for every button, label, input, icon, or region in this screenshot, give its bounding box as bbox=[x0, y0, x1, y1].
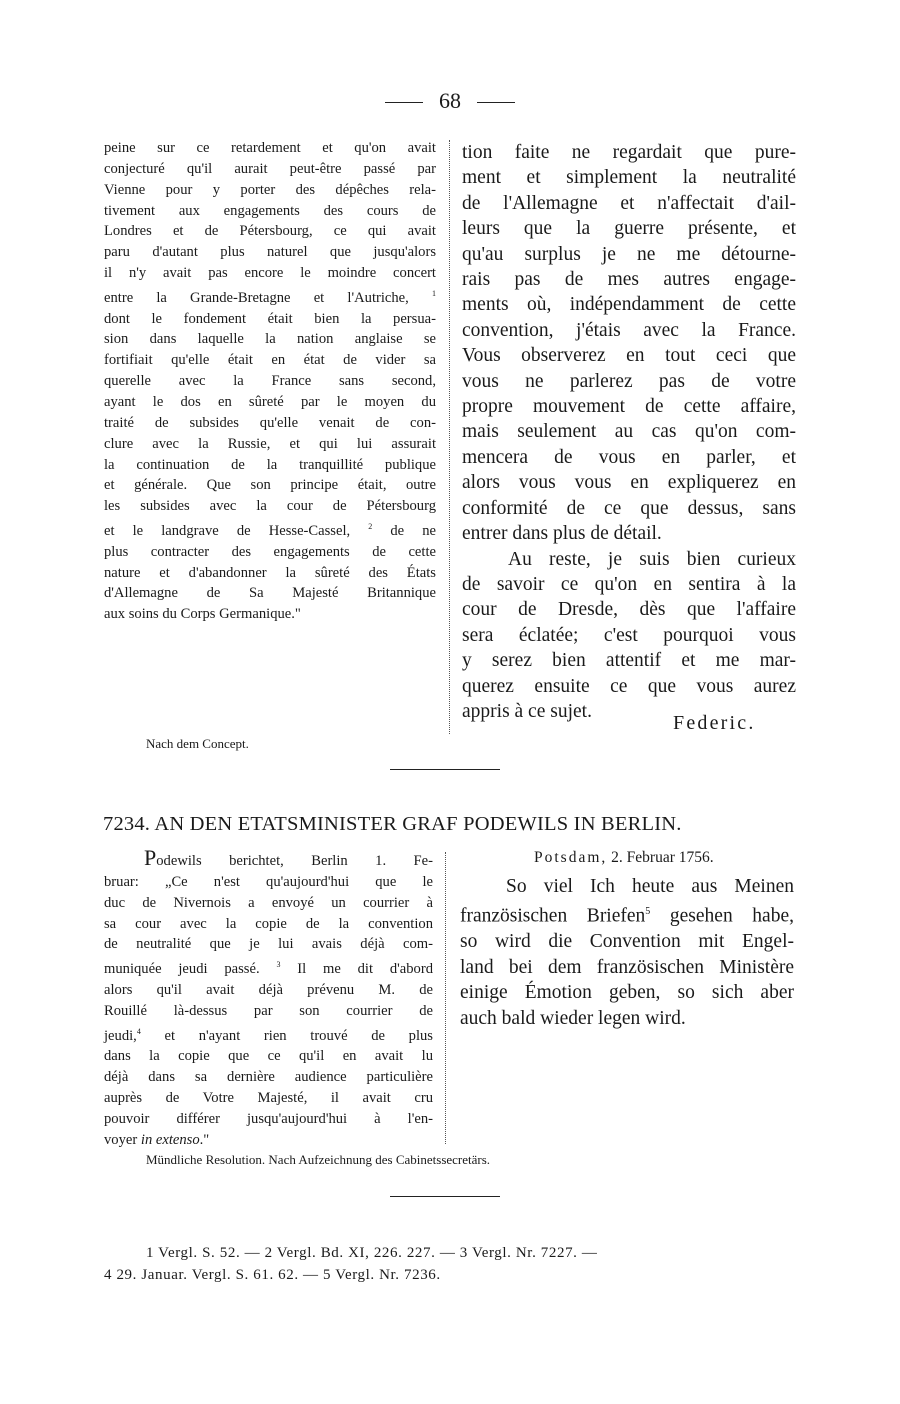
text-line: clure avec la Russie, et qui lui assurait bbox=[104, 435, 436, 452]
text-line: einige Émotion geben, so sich aber bbox=[460, 982, 794, 1004]
text-line: fortifiait qu'elle était en état de vider sa bbox=[104, 352, 436, 369]
italic-text: in extenso bbox=[140, 1131, 200, 1148]
source-note-concept: Nach dem Concept. bbox=[146, 736, 249, 751]
text-line: land bei dem französischen Ministère bbox=[460, 956, 794, 978]
dateline-place: Potsdam, bbox=[534, 849, 608, 866]
text-line: bruar: „Ce n'est qu'aujourd'hui que le bbox=[104, 873, 433, 890]
footnote-line-1: 1 Vergl. S. 52. — 2 Vergl. Bd. XI, 226. 227. — 3 Vergl. Nr. 7227. — bbox=[146, 1245, 598, 1261]
text-line: alors vous vous en expliquerez en bbox=[462, 472, 796, 494]
text-line: sion dans laquelle la nation anglaise se bbox=[104, 331, 436, 348]
text-line: les subsides avec la cour de Pétersbourg bbox=[104, 498, 436, 515]
page-number-dash-left bbox=[385, 102, 423, 103]
text-line: de l'Allemagne et n'affectait d'ail- bbox=[462, 192, 796, 214]
text-line: auch bald wieder legen wird. bbox=[460, 1007, 686, 1029]
text-line: conjecturé qu'il aurait peut-être passé par bbox=[104, 160, 436, 177]
text-line-body: voyer bbox=[104, 1131, 138, 1148]
top-left-column bbox=[104, 138, 436, 625]
text-line: pouvoir différer jusqu'aujourd'hui à l'en- bbox=[104, 1110, 433, 1127]
text-line bbox=[104, 845, 433, 872]
text-line: alors qu'il avait déjà prévenu M. de bbox=[104, 981, 433, 998]
text-line: mencera de vous en parler, et bbox=[462, 446, 796, 468]
page-number-dash-right bbox=[477, 102, 515, 103]
text-line: et générale. Que son principe était, outre bbox=[104, 477, 436, 494]
dateline-date: 2. Februar 1756. bbox=[611, 849, 714, 866]
text-line-tail: Il me dit d'abord bbox=[297, 961, 433, 978]
text-line bbox=[104, 1022, 433, 1047]
text-line-body: muniquée jeudi passé. bbox=[104, 961, 260, 978]
text-line: conformité de ce que dessus, sans bbox=[462, 497, 796, 519]
text-line: entrer dans plus de détail. bbox=[462, 523, 662, 545]
text-line: la continuation de la tranquillité publique bbox=[104, 456, 436, 473]
text-line: de savoir ce qu'on en sentira à la bbox=[462, 573, 796, 595]
text-line: ments où, indépendamment de cette bbox=[462, 294, 796, 316]
page-number bbox=[0, 88, 900, 114]
text-line bbox=[104, 517, 436, 542]
text-line: sa cour avec la copie de la convention bbox=[104, 915, 433, 932]
section-heading: 7234. AN DEN ETATSMINISTER GRAF PODEWILS IN BERLIN. bbox=[103, 813, 682, 835]
footnote-mark: 1 bbox=[432, 288, 436, 298]
text-line-body: französischen Briefen bbox=[460, 905, 646, 927]
column-divider-top bbox=[449, 140, 450, 734]
text-line-indented: So viel Ich heute aus Meinen bbox=[506, 876, 794, 897]
footnote-rule bbox=[390, 1196, 500, 1197]
text-line: mais seulement au cas qu'on com- bbox=[462, 421, 796, 443]
text-line: querelle avec la France sans second, bbox=[104, 373, 436, 390]
text-line: ment et simplement la neutralité bbox=[462, 167, 796, 189]
page-number-text: 68 bbox=[439, 88, 461, 113]
footnote-line-2: 4 29. Januar. Vergl. S. 61. 62. — 5 Vergl. Nr. 7236. bbox=[104, 1267, 441, 1283]
text-line: auprès de Votre Majesté, il avait cru bbox=[104, 1090, 433, 1106]
text-line: Vienne pour y porter des dépêches rela- bbox=[104, 181, 436, 198]
source-note-resolution: Mündliche Resolution. Nach Aufzeichnung des Cabinetssecretärs. bbox=[146, 1152, 491, 1167]
text-line: traité de subsides qu'elle venait de con- bbox=[104, 414, 436, 431]
dateline bbox=[534, 849, 714, 867]
text-line: rais pas de mes autres engage- bbox=[462, 269, 796, 291]
footnote-mark: 5 bbox=[645, 906, 651, 918]
text-line-tail: de ne bbox=[390, 522, 436, 539]
text-line bbox=[104, 955, 433, 980]
text-line: sera éclatée; c'est pourquoi vous bbox=[462, 624, 796, 646]
text-line: propre mouvement de cette affaire, bbox=[462, 396, 796, 418]
text-line: duc de Nivernois a envoyé un courrier à bbox=[104, 894, 433, 911]
text-line-tail: gesehen habe, bbox=[669, 905, 794, 927]
text-line: dans la copie que ce qu'il en avait lu bbox=[104, 1048, 433, 1065]
footnote-mark: 4 bbox=[136, 1026, 141, 1036]
text-line: vous ne parlerez pas de votre bbox=[462, 370, 796, 392]
text-line: Rouillé là-dessus par son courrier de bbox=[104, 1002, 433, 1019]
section-rule bbox=[390, 769, 500, 770]
text-line-body: jeudi, bbox=[104, 1027, 137, 1044]
text-line: tion faite ne regardait que pure- bbox=[462, 142, 796, 163]
text-line: cour de Dresde, dès que l'affaire bbox=[462, 599, 796, 621]
text-line: Vous observerez en tout ceci que bbox=[462, 345, 796, 367]
signature: Federic. bbox=[673, 712, 756, 734]
bottom-right-column bbox=[460, 874, 794, 1031]
text-line-body: et le landgrave de Hesse-Cassel, bbox=[104, 522, 351, 539]
text-line: d'Allemagne de Sa Majesté Britannique bbox=[104, 585, 436, 602]
text-line: leurs que la guerre présente, et bbox=[462, 218, 796, 240]
text-line: Londres et de Pétersbourg, ce qui avait bbox=[104, 223, 436, 240]
drop-cap: P bbox=[144, 845, 157, 870]
text-line: qu'au surplus je ne me détourne- bbox=[462, 243, 796, 265]
text-line: appris à ce sujet. bbox=[462, 700, 592, 722]
top-right-column bbox=[462, 140, 796, 724]
column-divider-bottom bbox=[445, 852, 446, 1144]
text-line: plus contracter des engagements de cette bbox=[104, 543, 436, 560]
footnotes bbox=[104, 1242, 804, 1286]
text-line: de neutralité que je lui avais déjà com- bbox=[104, 936, 433, 953]
text-line: y serez bien attentif et me mar- bbox=[462, 650, 796, 672]
text-line-tail: ." bbox=[199, 1131, 210, 1148]
text-line: paru d'autant plus naturel que jusqu'alors bbox=[104, 244, 436, 261]
text-line: convention, j'étais avec la France. bbox=[462, 319, 796, 341]
text-line: il n'y avait pas encore le moindre concert bbox=[104, 265, 436, 282]
text-line: tivement aux engagements des cours de bbox=[104, 202, 436, 219]
text-line: ayant le dos en sûreté par le moyen du bbox=[104, 393, 436, 410]
text-line: dont le fondement était bien la persua- bbox=[104, 310, 436, 327]
text-line: aux soins du Corps Germanique." bbox=[104, 606, 301, 623]
text-line bbox=[460, 899, 794, 929]
text-line: querez ensuite ce que vous aurez bbox=[462, 675, 796, 697]
text-line-tail: et n'ayant rien trouvé de plus bbox=[164, 1027, 433, 1044]
text-line: peine sur ce retardement et qu'on avait bbox=[104, 140, 436, 156]
text-line: déjà dans sa dernière audience particulière bbox=[104, 1069, 433, 1086]
text-line-body: odewils berichtet, Berlin 1. Fe- bbox=[156, 853, 433, 869]
text-line-indented: Au reste, je suis bien curieux bbox=[508, 548, 796, 570]
footnote-mark: 3 bbox=[276, 960, 281, 970]
text-line bbox=[104, 284, 436, 309]
text-line: nature et d'abandonner la sûreté des États bbox=[104, 564, 436, 581]
text-line bbox=[104, 1130, 433, 1151]
text-line: so wird die Convention mit Engel- bbox=[460, 931, 794, 953]
footnote-mark: 2 bbox=[368, 522, 373, 532]
bottom-left-column bbox=[104, 845, 433, 1151]
text-line-body: entre la Grande-Bretagne et l'Autriche, bbox=[104, 289, 409, 306]
